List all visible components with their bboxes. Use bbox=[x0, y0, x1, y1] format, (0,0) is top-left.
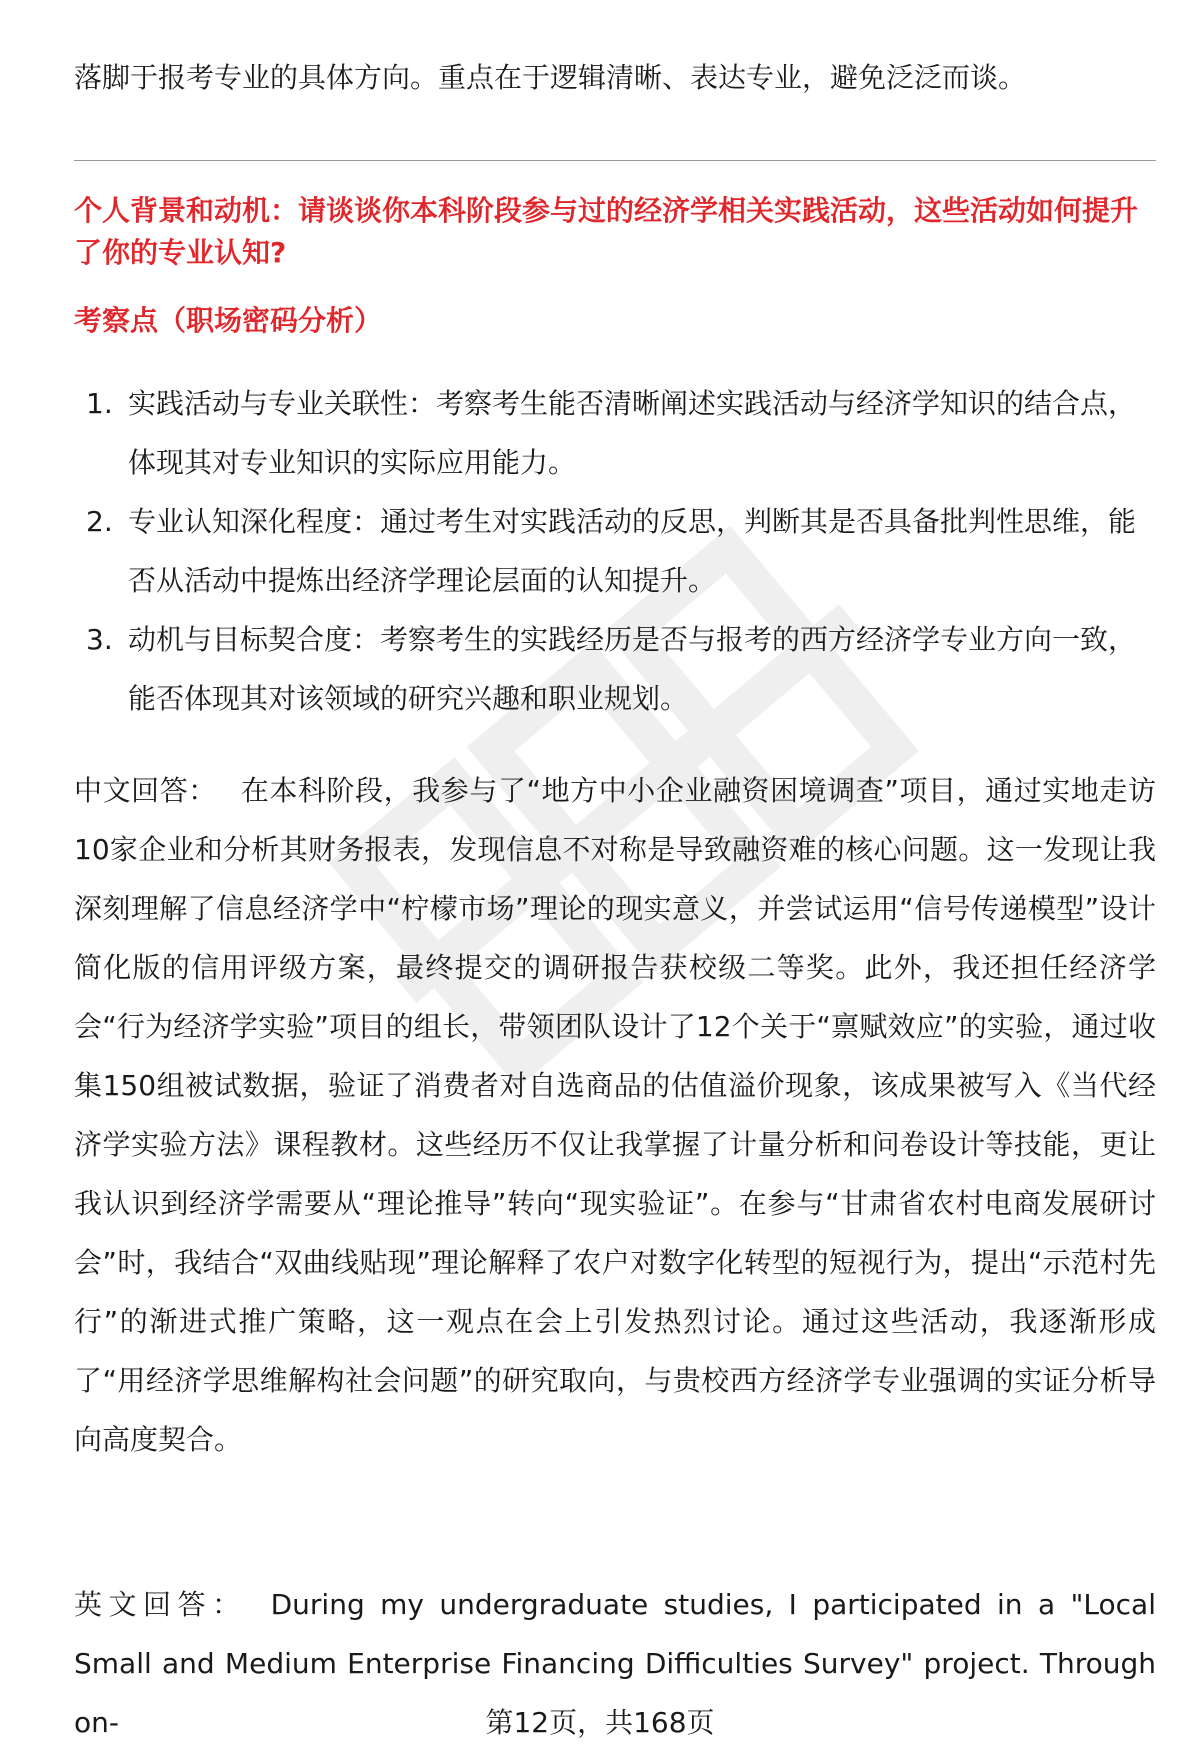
english-answer-text: During my undergraduate studies, I participated in a "Local Small and Medium Enterprise Financing Difficulties Survey" project. Through on- bbox=[74, 1588, 1156, 1739]
list-item bbox=[74, 374, 1156, 492]
list-item bbox=[74, 610, 1156, 728]
chinese-answer-text: 在本科阶段，我参与了“地方中小企业融资困境调查”项目，通过实地走访10家企业和分析其财务报表，发现信息不对称是导致融资难的核心问题。这一发现让我深刻理解了信息经济学中“柠檬市场”理论的现实意义，并尝试运用“信号传递模型”设计简化版的信用评级方案，最终提交的调研报告获校级二等奖。此外，我还担任经济学会“行为经济学实验”项目的组长，带领团队设计了12个关于“禀赋效应”的实验，通过收集150组被试数据，验证了消费者对自选商品的估值溢价现象，该成果被写入《当代经济学实验方法》课程教材。这些经历不仅让我掌握了计量分析和问卷设计等技能，更让我认识到经济学需要从“理论推导”转向“现实验证”。在参与“甘肃省农村电商发展研讨会”时，我结合“双曲线贴现”理论解释了农户对数字化转型的短视行为，提出“示范村先行”的渐进式推广策略，这一观点在会上引发热烈讨论。通过这些活动，我逐渐形成了“用经济学思维解构社会问题”的研究取向，与贵校西方经济学专业强调的实证分析导向高度契合。 bbox=[74, 774, 1156, 1456]
section-title: 考察点（职场密码分析） bbox=[74, 304, 383, 337]
english-answer-label: 英文回答： bbox=[74, 1588, 247, 1621]
lead-paragraph: 落脚于报考专业的具体方向。重点在于逻辑清晰、表达专业，避免泛泛而谈。 bbox=[74, 61, 1027, 94]
list-item-text: 实践活动与专业关联性：考察考生能否清晰阐述实践活动与经济学知识的结合点，体现其对专业知识的实际应用能力。 bbox=[128, 387, 1137, 479]
list-item-number: 3. bbox=[86, 623, 113, 656]
list-item-number: 2. bbox=[86, 505, 113, 538]
list-item-text: 动机与目标契合度：考察考生的实践经历是否与报考的西方经济学专业方向一致，能否体现其对该领域的研究兴趣和职业规划。 bbox=[128, 623, 1137, 715]
chinese-answer-label: 中文回答： bbox=[74, 774, 217, 807]
list-item bbox=[74, 492, 1156, 610]
list-item-number: 1. bbox=[86, 387, 113, 420]
list-item-text: 专业认知深化程度：通过考生对实践活动的反思，判断其是否具备批判性思维，能否从活动中提炼出经济学理论层面的认知提升。 bbox=[128, 505, 1137, 597]
question-heading: 个人背景和动机：请谈谈你本科阶段参与过的经济学相关实践活动，这些活动如何提升了你的专业认知? bbox=[74, 194, 1139, 269]
section-divider bbox=[74, 160, 1156, 161]
chinese-answer bbox=[74, 761, 1156, 1469]
page-footer: 第12页，共168页 bbox=[485, 1706, 715, 1739]
evaluation-points-list bbox=[74, 374, 1156, 728]
